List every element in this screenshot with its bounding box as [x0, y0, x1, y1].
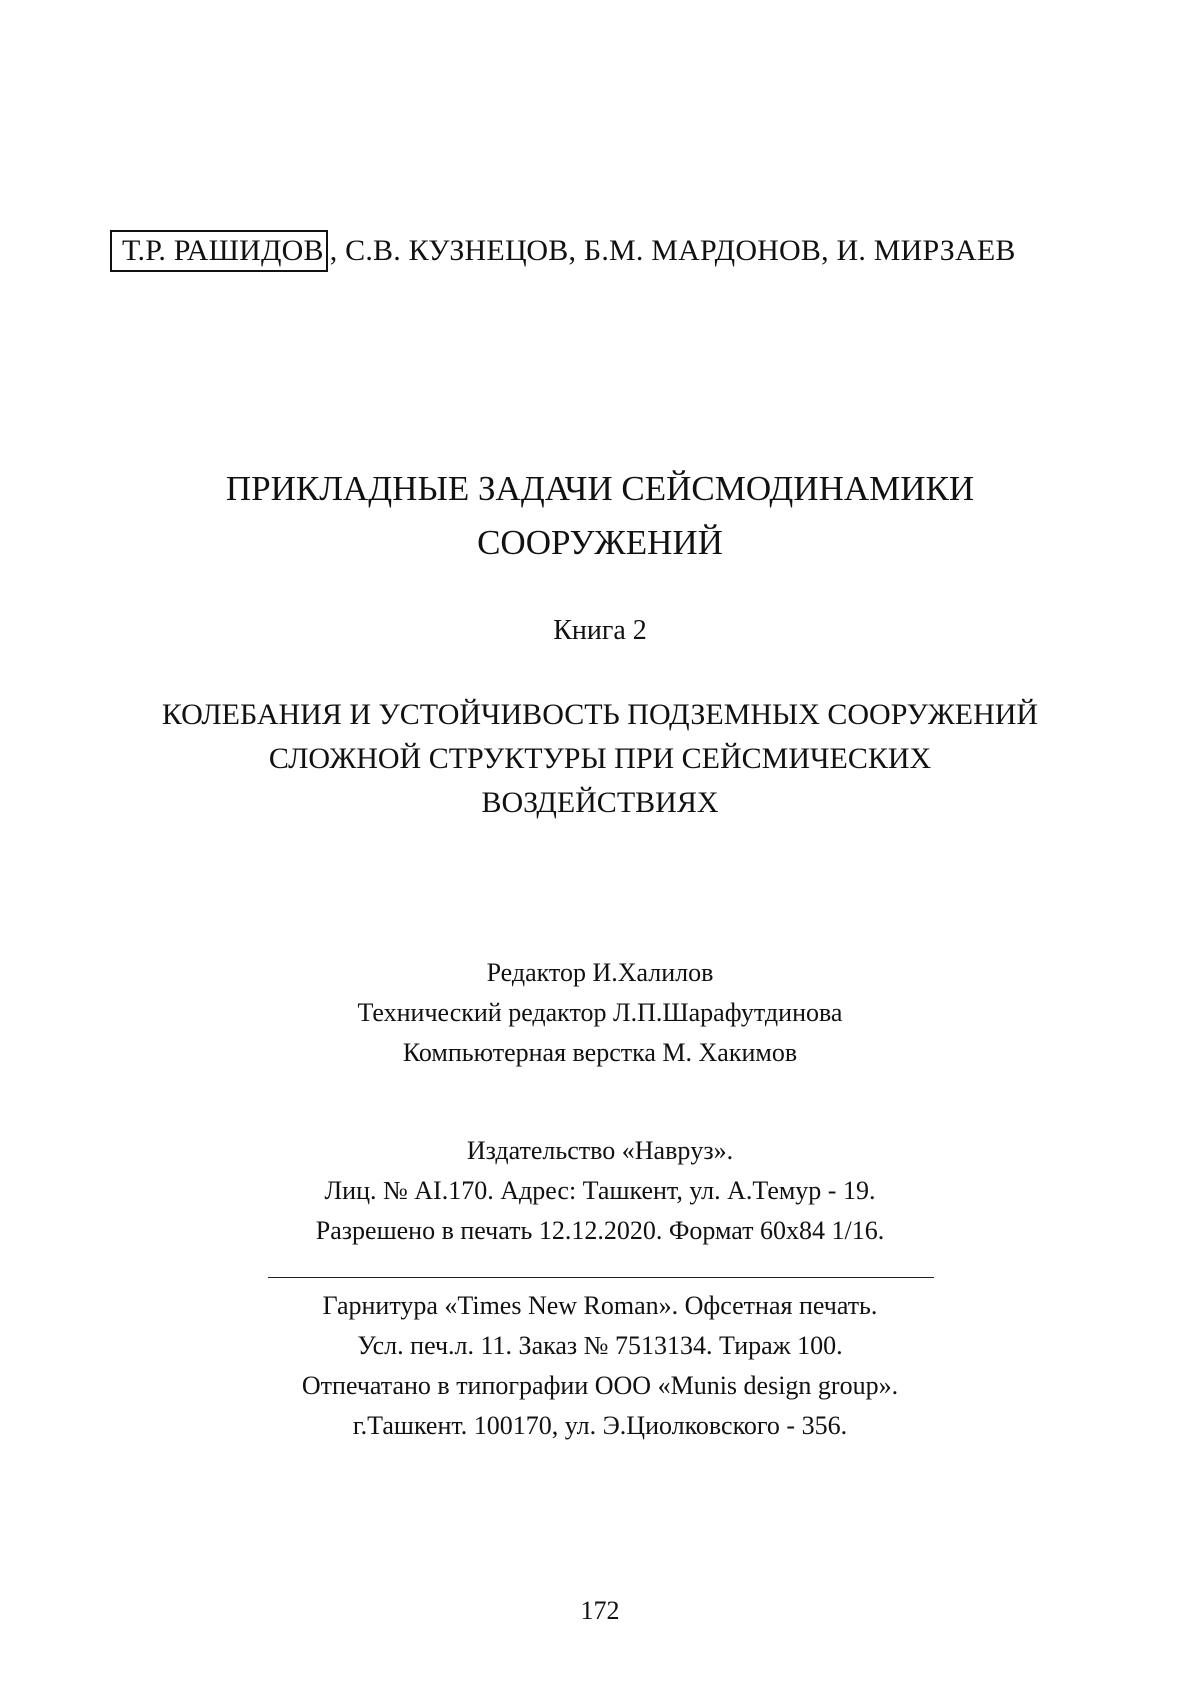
subtitle-line-2: СЛОЖНОЙ СТРУКТУРЫ ПРИ СЕЙСМИЧЕСКИХ	[268, 742, 932, 775]
printing-line-3: Отпечатано в типографии ООО «Munis design group».	[301, 1371, 899, 1400]
printing-line-4: г.Ташкент. 100170, ул. Э.Циолковского - 356.	[352, 1411, 848, 1440]
credit-layout: Компьютерная верстка М. Хакимов	[402, 1038, 798, 1067]
divider-rule	[268, 1277, 934, 1278]
book-volume: Книга 2	[553, 615, 647, 646]
book-title	[0, 462, 1200, 570]
imprint-line-2: Лиц. № AI.170. Адрес: Ташкент, ул. А.Темур - 19.	[324, 1176, 876, 1205]
subtitle-line-1: КОЛЕБАНИЯ И УСТОЙЧИВОСТЬ ПОДЗЕМНЫХ СООРУЖЕНИЙ	[161, 698, 1039, 731]
credit-tech-editor: Технический редактор Л.П.Шарафутдинова	[357, 998, 843, 1027]
imprint-printing	[0, 1286, 1200, 1446]
printing-line-1: Гарнитура «Times New Roman». Офсетная печать.	[322, 1291, 878, 1320]
page-number: 172	[580, 1596, 620, 1625]
boxed-author: Т.Р. РАШИДОВ	[110, 230, 328, 272]
printing-line-2: Усл. печ.л. 11. Заказ № 7513134. Тираж 100.	[357, 1331, 843, 1360]
authors-line	[110, 230, 1110, 272]
imprint-line-1: Издательство «Наврyз».	[466, 1136, 734, 1165]
credit-editor: Редактор И.Халилов	[486, 958, 714, 987]
other-authors: , С.В. КУЗНЕЦОВ, Б.М. МАРДОНОВ, И. МИРЗАЕВ	[329, 234, 1016, 267]
title-line-2: СООРУЖЕНИЙ	[477, 523, 723, 562]
imprint-line-3: Разрешено в печать 12.12.2020. Формат 60x84 1/16.	[315, 1216, 885, 1245]
imprint-publisher	[0, 1131, 1200, 1251]
book-subtitle	[0, 693, 1200, 825]
subtitle-line-3: ВОЗДЕЙСТВИЯХ	[481, 786, 719, 819]
credits	[0, 953, 1200, 1073]
title-line-1: ПРИКЛАДНЫЕ ЗАДАЧИ СЕЙСМОДИНАМИКИ	[225, 469, 975, 508]
